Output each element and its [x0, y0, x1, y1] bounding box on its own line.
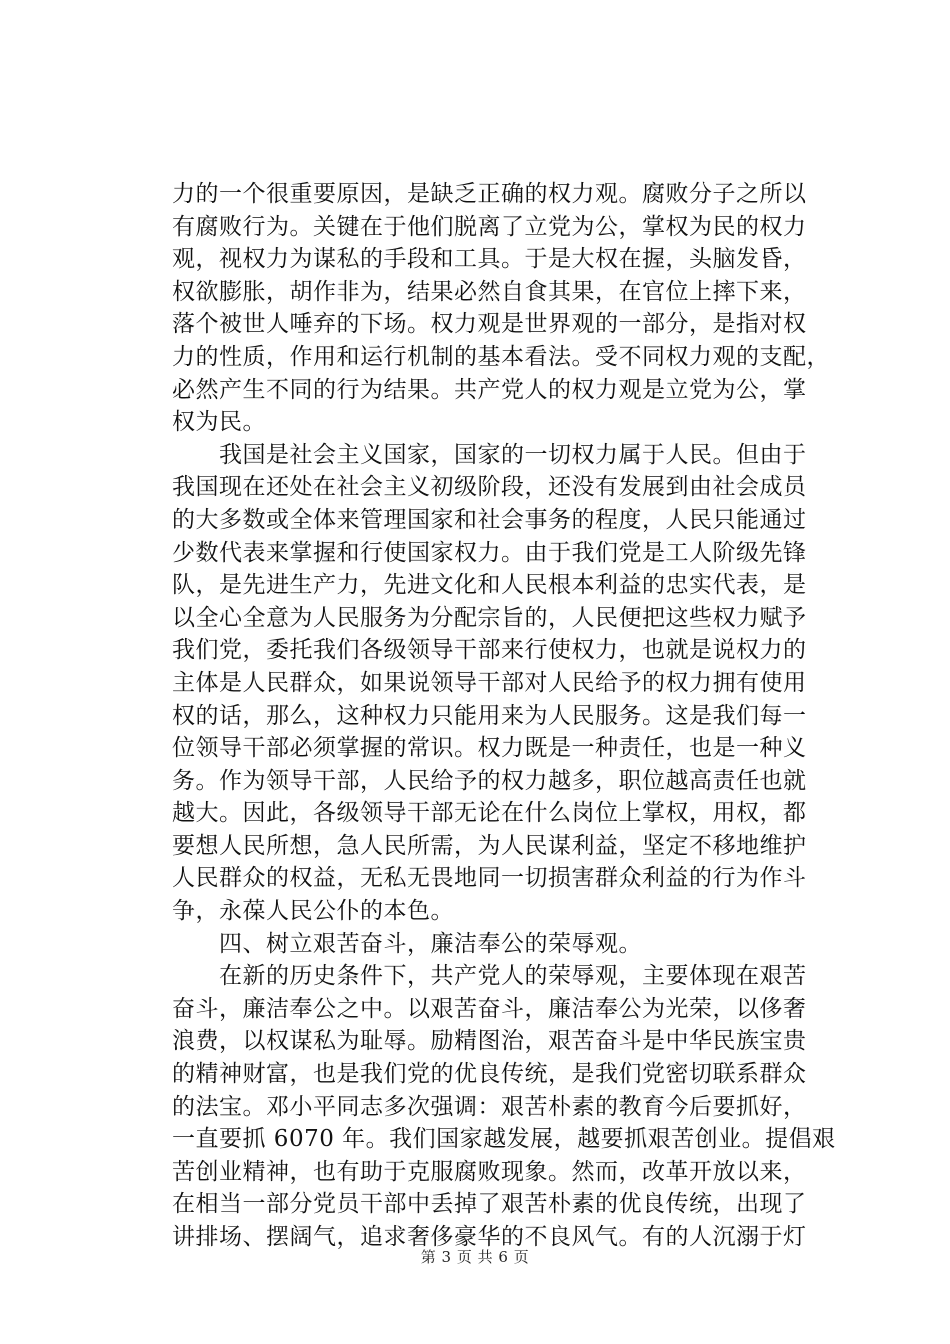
text-line: 讲排场、摆阔气，追求奢侈豪华的不良风气。有的人沉溺于灯 [172, 1224, 807, 1250]
text-line: 越大。因此，各级领导干部无论在什么岗位上掌权，用权，都 [172, 800, 807, 827]
text-line: 力的一个很重要原因，是缺乏正确的权力观。腐败分子之所以 [172, 181, 807, 207]
text-line: 苦创业精神，也有助于克服腐败现象。然而，改革开放以来， [172, 1158, 807, 1185]
text-line: 争，永葆人民公仆的本色。 [172, 898, 454, 925]
text-line: 在相当一部分党员干部中丢掉了艰苦朴素的优良传统，出现了 [172, 1191, 807, 1218]
text-line: 在新的历史条件下，共产党人的荣辱观，主要体现在艰苦 [172, 963, 807, 990]
text-line: 务。作为领导干部，人民给予的权力越多，职位越高责任也就 [172, 767, 807, 794]
text-line: 少数代表来掌握和行使国家权力。由于我们党是工人阶级先锋 [172, 539, 807, 566]
text-line: 有腐败行为。关键在于他们脱离了立党为公，掌权为民的权力 [172, 213, 807, 240]
text-line: 力的性质，作用和运行机制的基本看法。受不同权力观的支配， [172, 343, 830, 370]
text-line: 主体是人民群众，如果说领导干部对人民给予的权力拥有使用 [172, 669, 807, 696]
text-line: 以全心全意为人民服务为分配宗旨的，人民便把这些权力赋予 [172, 604, 807, 631]
text-line: 权为民。 [172, 409, 266, 436]
text-line: 权欲膨胀，胡作非为，结果必然自食其果，在官位上摔下来， [172, 278, 807, 305]
text-line: 的大多数或全体来管理国家和社会事务的程度，人民只能通过 [172, 506, 807, 533]
text-line: 的法宝。邓小平同志多次强调：艰苦朴素的教育今后要抓好， [172, 1093, 807, 1120]
text-line: 我国是社会主义国家，国家的一切权力属于人民。但由于 [172, 441, 807, 468]
section-heading: 四、树立艰苦奋斗，廉洁奉公的荣辱观。 [172, 930, 642, 957]
text-line: 队，是先进生产力，先进文化和人民根本利益的忠实代表，是 [172, 572, 807, 599]
text-line: 的精神财富，也是我们党的优良传统，是我们党密切联系群众 [172, 1061, 807, 1088]
text-line: 必然产生不同的行为结果。共产党人的权力观是立党为公，掌 [172, 376, 807, 403]
text-line: 奋斗，廉洁奉公之中。以艰苦奋斗，廉洁奉公为光荣，以侈奢 [172, 995, 807, 1022]
text-line: 人民群众的权益，无私无畏地同一切损害群众利益的行为作斗 [172, 865, 807, 892]
text-line: 我们党，委托我们各级领导干部来行使权力，也就是说权力的 [172, 637, 807, 664]
text-line: 一直要抓 6070 年。我们国家越发展，越要抓艰苦创业。提倡艰 [172, 1126, 836, 1153]
body-text [172, 178, 862, 1254]
page-number: 第 3 页 共 6 页 [420, 1248, 530, 1266]
page-footer [0, 1246, 950, 1267]
text-line: 位领导干部必须掌握的常识。权力既是一种责任，也是一种义 [172, 735, 807, 762]
text-line: 落个被世人唾弃的下场。权力观是世界观的一部分，是指对权 [172, 311, 807, 338]
text-line: 浪费，以权谋私为耻辱。励精图治，艰苦奋斗是中华民族宝贵 [172, 1028, 807, 1055]
text-line: 观，视权力为谋私的手段和工具。于是大权在握，头脑发昏， [172, 246, 807, 273]
text-line: 权的话，那么，这种权力只能用来为人民服务。这是我们每一 [172, 702, 807, 729]
text-line: 我国现在还处在社会主义初级阶段，还没有发展到由社会成员 [172, 474, 807, 501]
text-line: 要想人民所想，急人民所需，为人民谋利益，坚定不移地维护 [172, 832, 807, 859]
